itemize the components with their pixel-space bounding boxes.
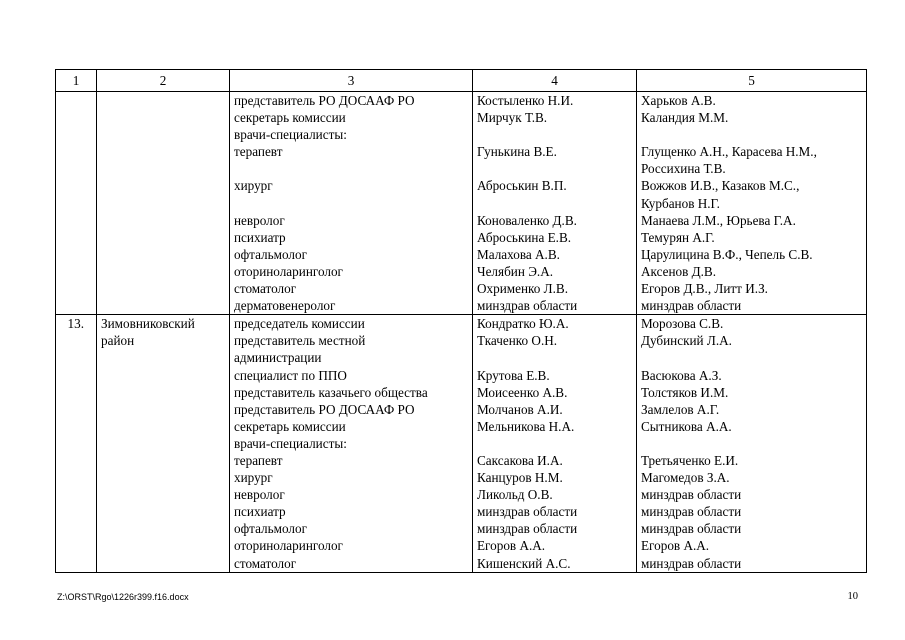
cell-line: офтальмолог (234, 246, 307, 262)
cell-line: Замлелов А.Г. (641, 401, 720, 417)
column-header: 4 (473, 70, 637, 92)
district-cell (97, 92, 230, 315)
roles-cell (230, 92, 473, 315)
cell-line: Морозова С.В. (641, 316, 724, 332)
cell-line: представитель РО ДОСААФ РО (234, 401, 415, 417)
column-header: 2 (97, 70, 230, 92)
cell-line: Васюкова А.З. (641, 367, 722, 383)
cell-line: Зимовниковский (101, 316, 195, 332)
cell-line: Толстяков И.М. (641, 384, 729, 400)
cell-line: Охрименко Л.В. (477, 281, 568, 297)
cell-line: Кондратко Ю.А. (477, 316, 569, 332)
cell-line: администрации (234, 350, 322, 366)
cell-line: невролог (234, 487, 285, 503)
cell-line: Егоров Д.В., Литт И.З. (641, 281, 768, 297)
cell-line (641, 126, 866, 143)
cell-line: стоматолог (234, 555, 297, 571)
cell-line (477, 195, 636, 212)
cell-line: Кишенский А.С. (477, 555, 571, 571)
cell-line: Канцуров Н.М. (477, 470, 563, 486)
cell-line: Молчанов А.И. (477, 401, 563, 417)
cell-line: Третьяченко Е.И. (641, 452, 739, 468)
cell-line: минздрав области (641, 521, 742, 537)
cell-line (477, 349, 636, 366)
cell-line: Челябин Э.А. (477, 263, 554, 279)
cell-line: врачи-специалисты: (234, 435, 347, 451)
cell-line: Дубинский Л.А. (641, 333, 732, 349)
cell-line: терапевт (234, 144, 283, 160)
cell-line: Глущенко А.Н., Карасева Н.М., (641, 144, 817, 160)
table-header-row (56, 70, 867, 92)
cell-line: Моисеенко А.В. (477, 384, 568, 400)
cell-line: Каландия М.М. (641, 110, 729, 126)
cell-line: минздрав области (641, 298, 742, 314)
cell-line (477, 126, 636, 143)
cell-line: Вожжов И.В., Казаков М.С., (641, 178, 800, 194)
cell-line: Егоров А.А. (477, 538, 546, 554)
reserve-members-cell (637, 315, 867, 572)
cell-line: Коноваленко Д.В. (477, 212, 577, 228)
cell-line (234, 160, 472, 177)
cell-line: минздрав области (477, 504, 578, 520)
footer-file-path: Z:\ORST\Rgo\1226r399.f16.docx (57, 592, 189, 602)
cell-line: хирург (234, 470, 273, 486)
cell-line: минздрав области (477, 521, 578, 537)
cell-line: Темурян А.Г. (641, 229, 715, 245)
cell-line: Аброськин В.П. (477, 178, 567, 194)
cell-line (641, 349, 866, 366)
cell-line: Курбанов Н.Г. (641, 195, 720, 211)
commission-table (55, 69, 867, 573)
cell-line: минздрав области (641, 555, 742, 571)
cell-line: хирург (234, 178, 273, 194)
main-members-cell (473, 92, 637, 315)
column-header: 5 (637, 70, 867, 92)
cell-line: психиатр (234, 229, 286, 245)
cell-line: Россихина Т.В. (641, 161, 726, 177)
cell-line: представитель РО ДОСААФ РО (234, 93, 415, 108)
cell-line: оториноларинголог (234, 263, 343, 279)
table-row (56, 315, 867, 572)
cell-line: Манаева Л.М., Юрьева Г.А. (641, 212, 796, 228)
cell-line (56, 92, 84, 109)
cell-line: Ликольд О.В. (477, 487, 553, 503)
column-header: 3 (230, 70, 473, 92)
column-header: 1 (56, 70, 97, 92)
cell-line: Сытникова А.А. (641, 418, 732, 434)
roles-cell (230, 315, 473, 572)
cell-line: оториноларинголог (234, 538, 343, 554)
cell-line: специалист по ППО (234, 367, 347, 383)
cell-line: минздрав области (641, 487, 742, 503)
cell-line: 13. (67, 316, 84, 332)
main-members-cell (473, 315, 637, 572)
cell-line: Аброськина Е.В. (477, 229, 572, 245)
reserve-members-cell (637, 92, 867, 315)
cell-line: офтальмолог (234, 521, 307, 537)
cell-line: стоматолог (234, 281, 297, 297)
table-row (56, 92, 867, 315)
cell-line: терапевт (234, 452, 283, 468)
cell-line: представитель казачьего общества (234, 384, 428, 400)
cell-line: минздрав области (477, 298, 578, 314)
cell-line: Егоров А.А. (641, 538, 710, 554)
cell-line: председатель комиссии (234, 316, 365, 332)
cell-line: секретарь комиссии (234, 110, 346, 126)
cell-line: район (101, 333, 135, 349)
cell-line: минздрав области (641, 504, 742, 520)
cell-line: Гунькина В.Е. (477, 144, 557, 160)
cell-line: Крутова Е.В. (477, 367, 550, 383)
cell-line: дерматовенеролог (234, 298, 336, 314)
cell-line: Аксенов Д.В. (641, 263, 717, 279)
cell-line: Мирчук Т.В. (477, 110, 548, 126)
row-number-cell (56, 315, 97, 572)
district-cell (97, 315, 230, 572)
cell-line: Ткаченко О.Н. (477, 333, 558, 349)
cell-line (641, 435, 866, 452)
cell-line: врачи-специалисты: (234, 127, 347, 143)
cell-line: Харьков А.В. (641, 93, 716, 108)
cell-line (477, 435, 636, 452)
cell-line (234, 195, 472, 212)
cell-line: Малахова А.В. (477, 246, 560, 262)
cell-line: секретарь комиссии (234, 418, 346, 434)
cell-line (477, 160, 636, 177)
cell-line: представитель местной (234, 333, 366, 349)
cell-line: Магомедов З.А. (641, 470, 730, 486)
cell-line: Саксакова И.А. (477, 452, 563, 468)
cell-line: невролог (234, 212, 285, 228)
footer-page-number: 10 (847, 591, 858, 602)
cell-line: Мельникова Н.А. (477, 418, 575, 434)
row-number-cell (56, 92, 97, 315)
cell-line: Царулицина В.Ф., Чепель С.В. (641, 246, 813, 262)
cell-line: психиатр (234, 504, 286, 520)
cell-line: Костыленко Н.И. (477, 93, 574, 108)
